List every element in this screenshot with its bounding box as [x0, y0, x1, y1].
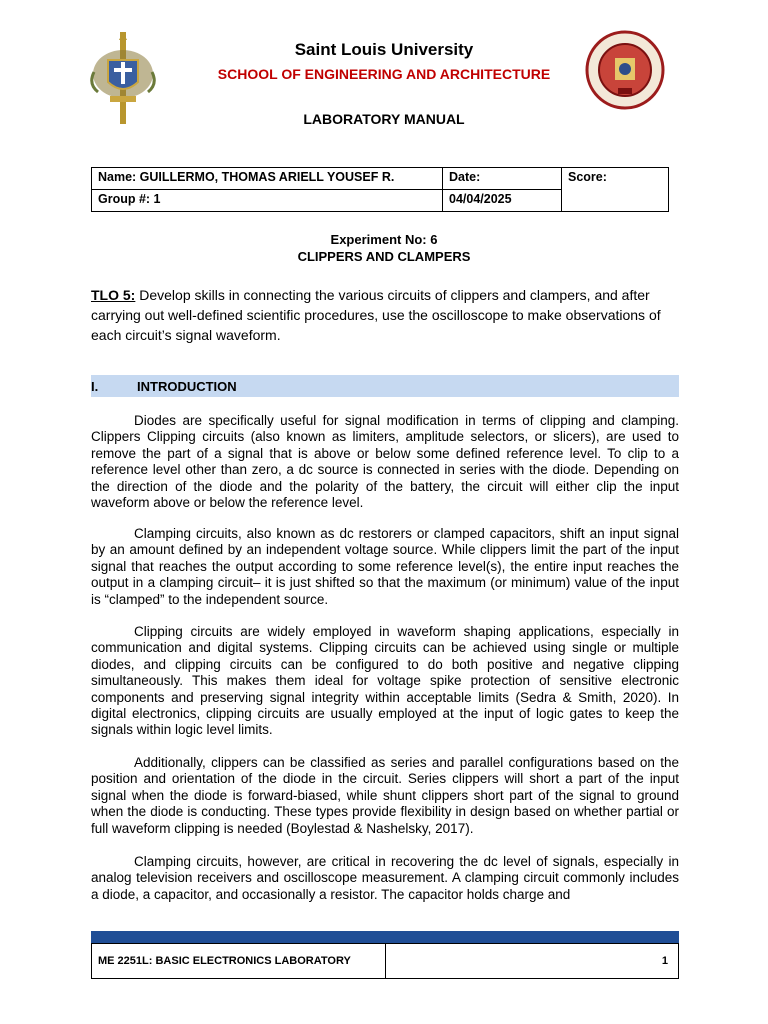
paragraph-2: Clamping circuits, also known as dc restorers or clamped capacitors, shift an input signal by an amount defined by an independent voltage source. While clippers limit the part of the input signal that reaches the output according to some reference level(s), the entire input reaches the output in a clamping circuit– it is just shifted so that the maximum (or minimum) value of the input is “clamped” to the independent source.	[91, 526, 679, 607]
section-heading-introduction	[91, 375, 679, 397]
manual-title: LABORATORY MANUAL	[303, 111, 465, 127]
name-cell: Name: GUILLERMO, THOMAS ARIELL YOUSEF R.	[92, 168, 443, 190]
experiment-title: CLIPPERS AND CLAMPERS	[297, 249, 471, 264]
school-name: SCHOOL OF ENGINEERING AND ARCHITECTURE	[217, 66, 551, 82]
score-cell: Score:	[562, 168, 669, 212]
university-name: Saint Louis University	[294, 40, 474, 59]
page-number: 1	[661, 955, 668, 967]
student-info-table	[91, 167, 669, 212]
section-numeral: I.	[91, 379, 99, 394]
footer-course: ME 2251L: BASIC ELECTRONICS LABORATORY	[98, 955, 351, 967]
tlo-text: Develop skills in connecting the various circuits of clippers and clampers, and after carrying out well-defined scientific procedures, use the oscilloscope to make observations of each circuit’s signal waveform.	[91, 287, 661, 343]
date-label-cell: Date:	[443, 168, 562, 190]
footer-accent-bar	[91, 931, 679, 943]
paragraph-4: Additionally, clippers can be classified as series and parallel configurations based on the position and orientation of the diode in the circuit. Series clippers will short a part of the input signal when the diode is forward-biased, while shunt clippers short part of the signal to ground when the diode is conducting. These types provide flexibility in design based on whether partial or full waveform clipping is needed (Boylestad & Nashelsky, 2017).	[91, 755, 679, 836]
paragraph-3: Clipping circuits are widely employed in waveform shaping applications, especially in communication and digital systems. Clipping circuits can be achieved using single or multiple diodes, and clipping circuits can be configured to do both positive and negative clipping simultaneously. This makes them ideal for voltage spike protection of sensitive electronic components and preserving signal integrity within acceptable limits (Sedra & Smith, 2020). In digital electronics, clipping circuits are usually employed at the input of logic gates to keep the signals within logic level limits.	[91, 624, 679, 738]
tlo-label: TLO 5:	[91, 287, 136, 303]
footer	[91, 943, 679, 979]
footer-course-cell	[92, 944, 386, 978]
tlo-statement	[91, 285, 679, 345]
paragraph-1: Diodes are specifically useful for signal modification in terms of clipping and clamping. Clippers Clipping circuits (also known as limiters, amplitude selectors, or slicers), are used to remove the part of a signal that is above or below some defined reference level. To clip to a reference level other than zero, a dc source is connected in series with the diode. Depending on the direction of the diode and the polarity of the battery, the circuit will either clip the input waveform above or below the reference level.	[91, 413, 679, 511]
paragraph-5: Clamping circuits, however, are critical in recovering the dc level of signals, especially in analog television receivers and oscilloscope measurement. A clamping circuit commonly includes a diode, a capacitor, and occasionally a resistor. The capacitor holds charge and	[91, 854, 679, 902]
group-cell: Group #: 1	[92, 190, 443, 212]
section-title: INTRODUCTION	[137, 379, 237, 394]
date-value-cell: 04/04/2025	[443, 190, 562, 212]
experiment-number: Experiment No: 6	[330, 232, 438, 247]
